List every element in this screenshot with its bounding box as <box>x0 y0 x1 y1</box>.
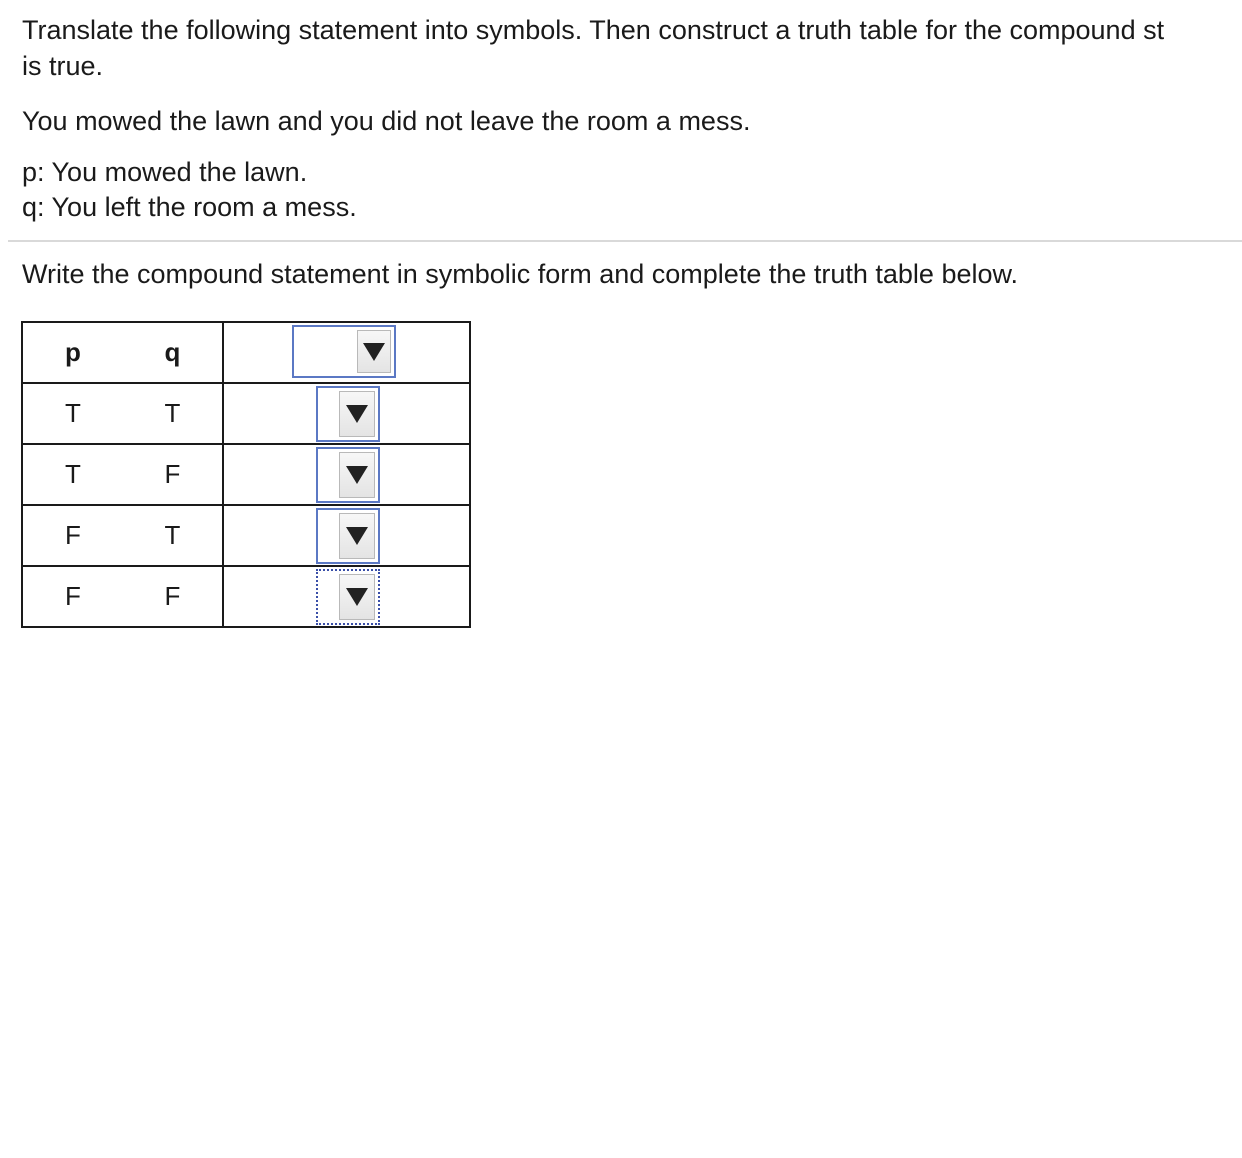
dropdown-button[interactable] <box>339 452 375 498</box>
row-result-cell <box>223 505 470 566</box>
row-q-value: T <box>164 520 181 550</box>
header-result-cell <box>223 322 470 383</box>
truth-value-dropdown-row-2[interactable] <box>316 447 380 503</box>
truth-value-dropdown-row-1[interactable] <box>316 386 380 442</box>
section-divider <box>8 240 1242 242</box>
truth-value-dropdown-row-4[interactable] <box>316 569 380 625</box>
dropdown-button[interactable] <box>339 391 375 437</box>
row-result-cell <box>223 566 470 627</box>
table-row <box>22 444 470 505</box>
table-row <box>22 505 470 566</box>
row-result-cell <box>223 383 470 444</box>
header-q: q <box>164 337 181 367</box>
row-pq-cell <box>22 505 223 566</box>
row-result-cell <box>223 444 470 505</box>
row-q-value: F <box>164 459 181 489</box>
triangle-down-icon <box>346 527 368 545</box>
dropdown-button[interactable] <box>357 330 391 373</box>
row-p-value: T <box>65 398 81 428</box>
dropdown-button[interactable] <box>339 513 375 559</box>
triangle-down-icon <box>346 466 368 484</box>
statement-text: You mowed the lawn and you did not leave the room a mess. <box>22 106 751 136</box>
definition-q: q: You left the room a mess. <box>22 192 357 222</box>
table-row <box>22 566 470 627</box>
row-pq-cell <box>22 444 223 505</box>
instruction-text: Write the compound statement in symbolic form and complete the truth table below. <box>22 259 1019 289</box>
table-row <box>22 383 470 444</box>
truth-table <box>21 321 471 628</box>
row-p-value: F <box>65 520 81 550</box>
row-p-value: T <box>65 459 81 489</box>
dropdown-button[interactable] <box>339 574 375 620</box>
row-pq-cell <box>22 383 223 444</box>
truth-table-header-row <box>22 322 470 383</box>
prompt-text: Translate the following statement into symbols. Then construct a truth table for the compound st <box>22 15 1165 45</box>
truth-value-dropdown-row-3[interactable] <box>316 508 380 564</box>
header-p: p <box>65 337 81 367</box>
row-q-value: F <box>164 581 181 611</box>
triangle-down-icon <box>363 343 385 361</box>
row-pq-cell <box>22 566 223 627</box>
triangle-down-icon <box>346 405 368 423</box>
row-q-value: T <box>164 398 181 428</box>
prompt-text-continuation: is true. <box>22 51 104 81</box>
row-p-value: F <box>65 581 81 611</box>
definition-p: p: You mowed the lawn. <box>22 157 308 187</box>
header-pq-cell <box>22 322 223 383</box>
symbolic-form-dropdown[interactable] <box>292 325 396 378</box>
triangle-down-icon <box>346 588 368 606</box>
